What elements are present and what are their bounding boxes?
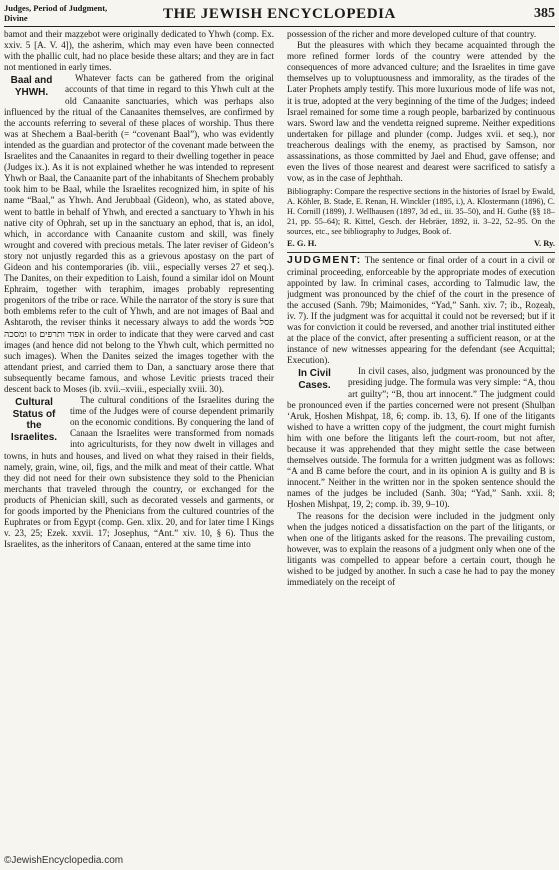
right-column bbox=[287, 29, 555, 854]
entry-body: The sentence or final order of a court in a civil or criminal proceeding, enforceable by the appropriate modes of execution appointed by law. In criminal cases, according to Talmudic law, the judgment was pronounced by the chief of the court in the presence of the accused (Sanh. 79b; Maimonides, “Yad,” Sanh. xiv. 7; ib., Roẓeaḥ, iv. 7). If the judgment was for acquittal it could not be reversed; but if it was for conviction it could be reversed, and another trial instituted either at the place of the convict, after presenting a sufficient reason, or at the instance of new witnesses appearing for the defendant (see Acquittal; Execution). bbox=[287, 255, 555, 366]
paragraph: The reasons for the decision were included in the judgment only when the judges noticed a dissatisfaction on the part of the litigants, or when one of the litigants asked for the reasons. The prevailing custom, however, was to explain the reasons of a judgment only when one of the litigants was compelled to appear before a certain court, though he wished to be judged by another. In such a case he had to pay the money immediately on the receipt of bbox=[287, 510, 555, 588]
signature-row bbox=[287, 238, 555, 249]
entry-paragraph bbox=[287, 255, 555, 366]
left-column bbox=[4, 29, 274, 854]
signature-left: E. G. H. bbox=[287, 238, 317, 249]
paragraph: bamot and their maẓẓebot were originally dedicated to Yhwh (comp. Ex. xxiv. 5 [A. V. 4]), the asherim, which may even have been connected with the phallic cult, had no place beside these altars; and they are in fact not mentioned in early times. bbox=[4, 29, 274, 73]
running-head: Judges, Period of Judgment, Divine bbox=[4, 3, 108, 23]
side-heading-cultural-status: Cultural Status of the Israelites. bbox=[10, 397, 58, 443]
divider bbox=[287, 252, 555, 253]
paragraph: In civil cases, also, judgment was pronounced by the presiding judge. The formula was very simple: “A, thou art guilty”; “B, thou art innocent.” The judgment could be pronounced even if the parties concerned were not present (Shulḥan ‘Aruk, Ḥoshen Mishpaṭ, 18, 6; comp. ib. 13, 6). If one of the litigants wished to have a written copy of the judgment, the court might furnish him with one before the litigants left the court-room, but not after, because it was apprehended that they might settle the case between themselves outside. The formula for a written judgment was as follows: “A and B came before the court, and in its opinion A is guilty and B is innocent.” Neither in the written nor in the spoken sentence should the names of the judges be included (Sanh. 30a; “Yad,” Sanh. xxii. 8; Ḥoshen Mishpaṭ, 19, 2; comp. ib. 39, 9–10). bbox=[287, 366, 555, 510]
paragraph: possession of the richer and more developed culture of that country. bbox=[287, 29, 537, 39]
site-watermark: ©JewishEncyclopedia.com bbox=[4, 855, 124, 866]
side-heading-baal-and-yhwh: Baal and YHWH. bbox=[10, 75, 53, 98]
journal-title: THE JEWISH ENCYCLOPEDIA bbox=[162, 6, 396, 22]
page-number: 385 bbox=[534, 6, 555, 21]
paragraph: But the pleasures with which they became acquainted through the more refined former lords of the country were attended by the consequences of more advanced culture; and the Israelites in time gave themselves up to voluptuousness and immorality, as the tirades of the Later Prophets amply testify. This more luxurious mode of life was not, it is true, adopted at the very beginning of the time of the Judges; indeed Israel remained for some time a rough people, barbarized by continuous wars. Sword law and the vendetta reigned supreme. Neither expeditions undertaken for pillage and plunder (comp. Judges xvii. et seq.), nor treacherous dealings with the enemy, as practised by Samson, nor assassinations, as those committed by Jael and Ehud, gave offense; and even the lives of those nearest and dearest were sacrificed to satisfy a vow, as in the case of Jephthah. bbox=[287, 40, 555, 184]
bibliography: Bibliography: Compare the respective sections in the histories of Israel by Ewald, A. Köhler, B. Stade, E. Renan, H. Winckler (1895, i.), A. Klostermann (1896), C. H. Cornill (1899), J. Wellhausen (1897, 3d ed., iii. 35–50), and H. Guthe (§§ 18–21, pp. 55–64); R. Kittel, Gesch. der Hebräer, 1892, ii. 3–22, 52–95. On the sources, etc., see bibliography to Judges, Book of. bbox=[287, 187, 555, 237]
paragraph: Whatever facts can be gathered from the original accounts of that time in regard to this Yhwh cult at the old Canaanite sanctuaries, which was perhaps also influenced by the ritual of the Canaanites themselves, are confirmed by the accounts referring to several of these places of worship. Thus there was at Shechem a Baal-berith (= “covenant Baal”), who was evidently intended as the guardian and protector of the covenant made between the Israelites and the Canaanites in regard to their dwelling together in peace (Judges ix.). As it is not explained whether he was intended to represent Yhwh or Baal, the Canaanite part of the inhabitants of Shechem probably took him to be Baal, while the Israelites recognized him, in spite of his name “Baal,” as Yhwh. And Jerubbaal (Gideon), who, as stated above, went to battle in behalf of Yhwh, and erected a sanctuary to Yhwh in his native city of Ophrah, set up in the sanctuary an ephod, that is, an idol, which, in accordance with Canaanite custom and skill, was finely wrought and covered with precious metals. The later reviser of Gideon’s story not unjustly regarded this as a grievous apostasy on the part of Gideon and his contemporaries (ib. viii., especially verses 27 et seq.). The Danites, on their expedition to Laish, found a similar idol on Mount Ephraim, together with teraphim, images probably representing progenitors of the tribe or race. While the narrator of the story is sure that both emblems refer to the cult of Yhwh, and are not images of Baal and Ashtaroth, the reviser thinks it necessary always to add the words פסל ומסכה to אפוד ותרפים in order to indicate that they were carved and cast images (and hence did not belong to the Yhwh cult, which permitted no such images). When the Danites seized the images together with the attendant priest, and carried them to Dan, a sanctuary arose there that subsequently became famous, and whose Levitic priests traced their descent back to Moses (ib. xvii.–xviii., especially xviii. 30). bbox=[4, 73, 274, 394]
side-heading-civil-cases: In Civil Cases. bbox=[298, 368, 331, 391]
paragraph: The cultural conditions of the Israelites during the time of the Judges were of course dependent primarily on the economic conditions. By conquering the land of Canaan the Israelites were transformed from nomads into agriculturists, for they now dwelt in villages and towns, in huts and houses, and lived on what they raised in their fields, namely, grain, wine, oil, figs, and the milk and meat of their cattle. What they did not need for their own subsistence they sold to the Phenician merchants that traveled through the country, or exchanged for the products of Phenician skill, such as decorated vessels and garments, or for goods imported by the Phenicians from the cultured countries of the Euphrates or from Egypt (comp. Gen. xlix. 20, and for later time I Kings v. 23, 25; Ezek. xxvii. 17; Josephus, “Ant.” xiv. 10, § 6). Thus the Israelites, as the inheritors of Canaan, entered at the same time into bbox=[4, 395, 274, 550]
page-header bbox=[4, 2, 555, 27]
signature-right: V. Ry. bbox=[533, 238, 555, 249]
entry-title: JUDGMENT: bbox=[287, 254, 362, 267]
